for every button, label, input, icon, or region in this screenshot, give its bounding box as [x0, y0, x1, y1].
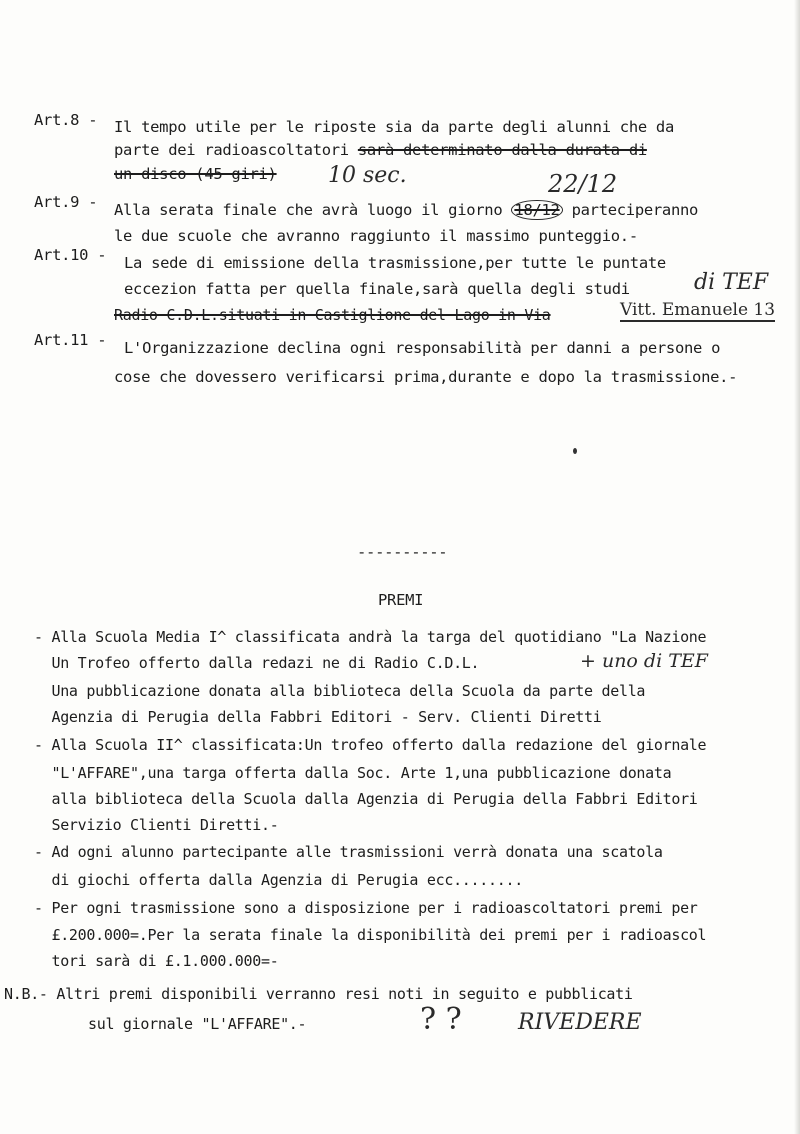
art9-line1	[114, 200, 698, 220]
premi-line: Servizio Clienti Diretti.-	[34, 816, 279, 834]
art10-handwritten-tef: di TEF	[694, 270, 769, 295]
premi-line: - Alla Scuola II^ classificata:Un trofeo offerto dalla redazione del giornale	[34, 736, 707, 754]
art8-line2	[114, 140, 647, 160]
art8-line2-struck: sarà determinato dalla durata di	[357, 141, 647, 159]
art11-line2: cose che dovessero verificarsi prima,durante e dopo la trasmissione.-	[114, 368, 738, 386]
premi-heading: PREMI	[378, 591, 424, 609]
premi-line: Una pubblicazione donata alla biblioteca della Scuola da parte della	[34, 682, 646, 700]
art10-line3-struck: Radio C.D.L.situati in Castiglione del Lago in Via	[114, 306, 551, 324]
art9-line1-text: Alla serata finale che avrà luogo il giorno	[114, 201, 512, 219]
premi-handwritten-tef: + uno di TEF	[580, 650, 708, 672]
ink-speck	[573, 448, 577, 454]
art8-line2-text: parte dei radioascoltatori	[114, 141, 358, 159]
premi-line: - Per ogni trasmissione sono a disposizione per i radioascoltatori premi per	[34, 899, 698, 917]
premi-line: Un Trofeo offerto dalla redazi ne di Radio C.D.L.	[34, 654, 480, 672]
art9-label: Art.9 -	[34, 193, 98, 211]
art10-line2: eccezion fatta per quella finale,sarà quella degli studi	[124, 280, 630, 298]
art8-line3-struck: un disco (45 giri)	[114, 165, 277, 183]
premi-line: - Ad ogni alunno partecipante alle trasmissioni verrà donata una scatola	[34, 843, 663, 861]
premi-line: - Alla Scuola Media I^ classificata andrà la targa del quotidiano "La Nazione	[34, 628, 707, 646]
art8-line1: Il tempo utile per le riposte sia da parte degli alunni che da	[114, 118, 674, 136]
art9-struck-date: 18/12	[511, 200, 562, 220]
premi-line: tori sarà di £.1.000.000=-	[34, 952, 279, 970]
premi-line: di giochi offerta dalla Agenzia di Perugia ecc........	[34, 871, 523, 889]
nb-line2: sul giornale "L'AFFARE".-	[88, 1015, 307, 1033]
premi-line: "L'AFFARE",una targa offerta dalla Soc. Arte 1,una pubblicazione donata	[34, 764, 672, 782]
section-divider: ----------	[357, 543, 448, 561]
nb-handwritten-question-marks: ? ?	[420, 1002, 462, 1037]
art8-label: Art.8 -	[34, 111, 98, 129]
premi-line: £.200.000=.Per la serata finale la disponibilità dei premi per i radioascol	[34, 926, 707, 944]
premi-line: alla biblioteca della Scuola dalla Agenzia di Perugia della Fabbri Editori	[34, 790, 698, 808]
art9-line2: le due scuole che avranno raggiunto il massimo punteggio.-	[114, 227, 638, 245]
art10-label: Art.10 -	[34, 246, 107, 264]
art8-handwritten-seconds: 10 sec.	[328, 163, 407, 188]
art11-line1: L'Organizzazione declina ogni responsabilità per danni a persone o	[124, 339, 721, 357]
art11-label: Art.11 -	[34, 331, 107, 349]
nb-handwritten-rivedere: RIVEDERE	[518, 1010, 642, 1035]
premi-line: Agenzia di Perugia della Fabbri Editori - Serv. Clienti Diretti	[34, 708, 602, 726]
art10-line1: La sede di emissione della trasmissione,per tutte le puntate	[124, 254, 666, 272]
art10-handwritten-address: Vitt. Emanuele 13	[620, 300, 776, 320]
art9-handwritten-date: 22/12	[548, 170, 618, 198]
art9-line1-end: parteciperanno	[562, 201, 699, 219]
nb-line1: N.B.- Altri premi disponibili verranno resi noti in seguito e pubblicati	[4, 985, 633, 1003]
scan-edge-shadow	[794, 0, 800, 1134]
